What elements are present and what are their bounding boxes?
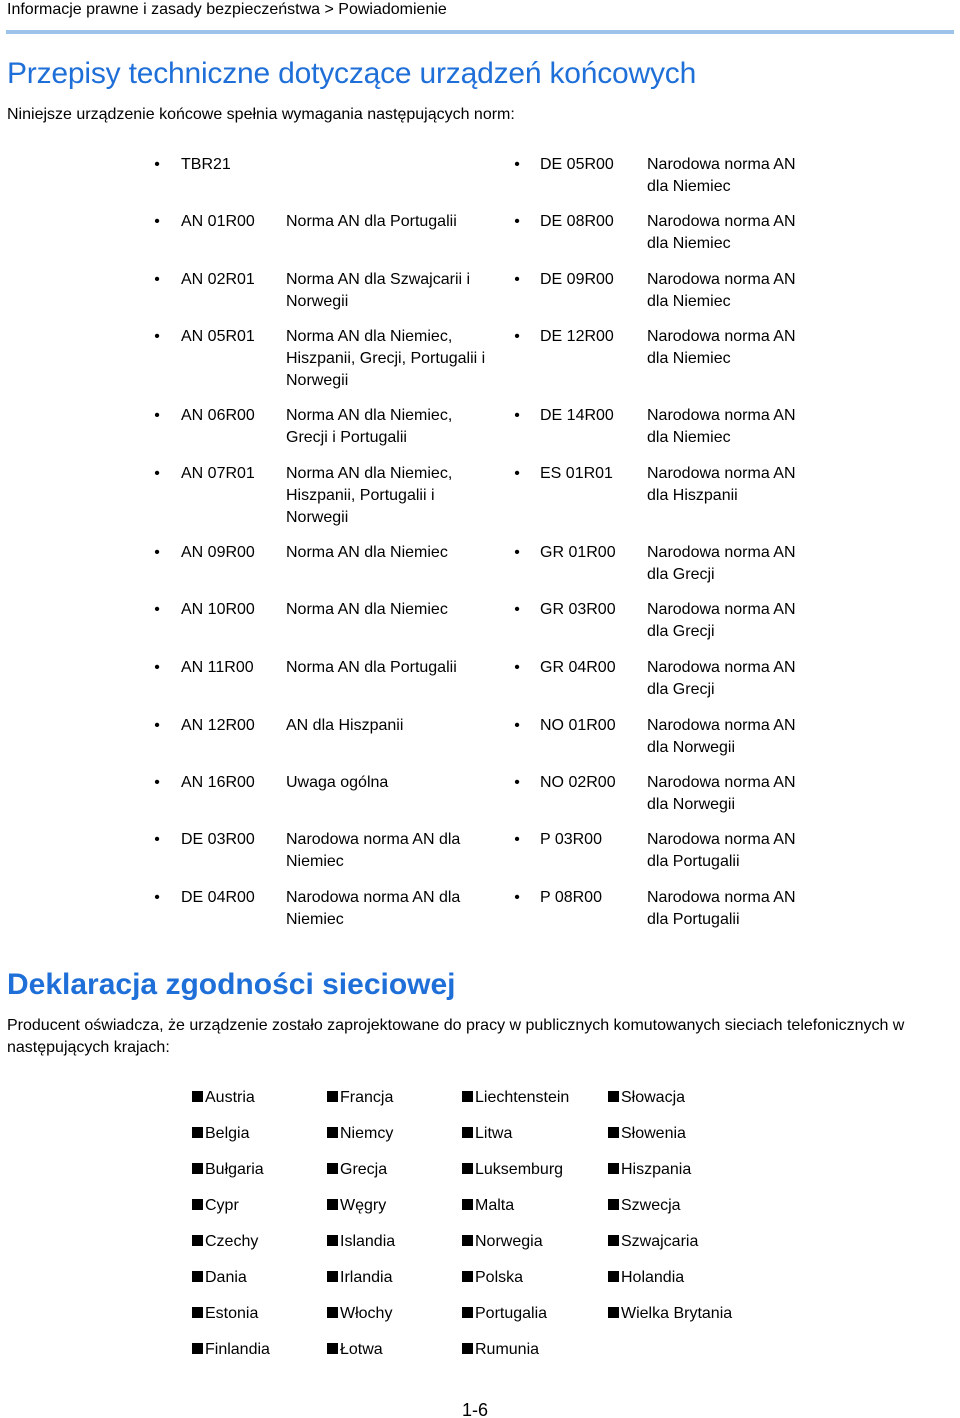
- square-bullet-icon: [462, 1307, 473, 1318]
- header-rule: [6, 30, 954, 34]
- country-item: [608, 1303, 732, 1325]
- standard-description: Norma AN dla Niemiec: [286, 544, 448, 561]
- standard-code: AN 07R01: [181, 465, 255, 482]
- section-title-regulations: Przepisy techniczne dotyczące urządzeń końcowych: [7, 57, 697, 90]
- bullet-icon: •: [154, 544, 160, 561]
- country-item: [192, 1303, 258, 1325]
- country-item: [608, 1159, 691, 1181]
- bullet-icon: •: [154, 717, 160, 734]
- square-bullet-icon: [327, 1307, 338, 1318]
- standard-description: Narodowa norma AN dla Niemiec: [647, 271, 796, 310]
- country-name: Wielka Brytania: [621, 1305, 733, 1322]
- country-item: [462, 1231, 543, 1253]
- square-bullet-icon: [462, 1091, 473, 1102]
- square-bullet-icon: [327, 1271, 338, 1282]
- standard-code: AN 02R01: [181, 271, 255, 288]
- bullet-icon: •: [514, 774, 520, 791]
- standard-description: Narodowa norma AN dla Grecji: [647, 544, 796, 583]
- country-item: [462, 1267, 523, 1289]
- square-bullet-icon: [327, 1091, 338, 1102]
- bullet-icon: •: [154, 659, 160, 676]
- standard-description: Norma AN dla Portugalii: [286, 213, 457, 230]
- standard-description: Narodowa norma AN dla Niemiec: [647, 213, 796, 252]
- country-item: [327, 1087, 393, 1109]
- country-item: [608, 1231, 698, 1253]
- standard-code: GR 04R00: [540, 659, 616, 676]
- standard-code: DE 04R00: [181, 889, 255, 906]
- country-name: Słowacja: [621, 1089, 686, 1106]
- standard-code: NO 01R00: [540, 717, 616, 734]
- bullet-icon: •: [514, 717, 520, 734]
- standard-code: AN 05R01: [181, 328, 255, 345]
- country-item: [192, 1267, 247, 1289]
- standard-code: AN 06R00: [181, 407, 255, 424]
- standard-description: Uwaga ogólna: [286, 774, 389, 791]
- standard-code: AN 10R00: [181, 601, 255, 618]
- bullet-icon: •: [514, 156, 520, 173]
- standard-code: NO 02R00: [540, 774, 616, 791]
- standard-code: AN 09R00: [181, 544, 255, 561]
- country-item: [192, 1231, 258, 1253]
- country-name: Norwegia: [475, 1233, 543, 1250]
- standard-description: Narodowa norma AN dla Norwegii: [647, 717, 796, 756]
- country-name: Belgia: [205, 1125, 250, 1142]
- bullet-icon: •: [154, 831, 160, 848]
- bullet-icon: •: [514, 659, 520, 676]
- country-name: Łotwa: [340, 1341, 383, 1358]
- country-name: Bułgaria: [205, 1161, 264, 1178]
- standard-description: Narodowa norma AN dla Grecji: [647, 659, 796, 698]
- country-item: [608, 1195, 681, 1217]
- square-bullet-icon: [462, 1235, 473, 1246]
- country-name: Litwa: [475, 1125, 513, 1142]
- square-bullet-icon: [327, 1163, 338, 1174]
- country-item: [327, 1339, 383, 1361]
- standard-code: DE 12R00: [540, 328, 614, 345]
- bullet-icon: •: [154, 271, 160, 288]
- country-item: [327, 1267, 392, 1289]
- standard-code: DE 14R00: [540, 407, 614, 424]
- country-name: Słowenia: [621, 1125, 686, 1142]
- standard-description: Norma AN dla Niemiec, Hiszpanii, Grecji, Portugalii i Norwegii: [286, 328, 486, 389]
- square-bullet-icon: [608, 1271, 619, 1282]
- square-bullet-icon: [327, 1199, 338, 1210]
- country-item: [327, 1303, 392, 1325]
- standard-code: AN 16R00: [181, 774, 255, 791]
- square-bullet-icon: [608, 1235, 619, 1246]
- country-item: [192, 1087, 255, 1109]
- country-name: Holandia: [621, 1269, 685, 1286]
- bullet-icon: •: [514, 465, 520, 482]
- standard-description: Narodowa norma AN dla Niemiec: [286, 831, 461, 870]
- standard-description: Narodowa norma AN dla Portugalii: [647, 889, 796, 928]
- country-name: Czechy: [205, 1233, 259, 1250]
- square-bullet-icon: [327, 1235, 338, 1246]
- country-item: [327, 1231, 395, 1253]
- standard-description: Norma AN dla Niemiec, Hiszpanii, Portugalii i Norwegii: [286, 465, 453, 526]
- bullet-icon: •: [514, 831, 520, 848]
- standard-description: AN dla Hiszpanii: [286, 717, 404, 734]
- country-name: Niemcy: [340, 1125, 394, 1142]
- standard-code: DE 08R00: [540, 213, 614, 230]
- square-bullet-icon: [462, 1163, 473, 1174]
- standard-description: Narodowa norma AN dla Niemiec: [647, 156, 796, 195]
- country-name: Austria: [205, 1089, 255, 1106]
- square-bullet-icon: [192, 1343, 203, 1354]
- square-bullet-icon: [192, 1127, 203, 1138]
- standard-code: AN 12R00: [181, 717, 255, 734]
- standard-code: GR 01R00: [540, 544, 616, 561]
- bullet-icon: •: [154, 213, 160, 230]
- country-item: [192, 1159, 264, 1181]
- square-bullet-icon: [608, 1163, 619, 1174]
- bullet-icon: •: [514, 328, 520, 345]
- bullet-icon: •: [154, 889, 160, 906]
- square-bullet-icon: [327, 1343, 338, 1354]
- country-item: [462, 1123, 512, 1145]
- country-name: Finlandia: [205, 1341, 270, 1358]
- square-bullet-icon: [462, 1343, 473, 1354]
- country-name: Luksemburg: [475, 1161, 564, 1178]
- standard-code: AN 01R00: [181, 213, 255, 230]
- country-item: [192, 1123, 249, 1145]
- country-item: [462, 1087, 569, 1109]
- country-item: [192, 1339, 270, 1361]
- square-bullet-icon: [192, 1235, 203, 1246]
- country-name: Szwecja: [621, 1197, 681, 1214]
- country-name: Polska: [475, 1269, 524, 1286]
- country-name: Portugalia: [475, 1305, 548, 1322]
- bullet-icon: •: [514, 544, 520, 561]
- country-name: Dania: [205, 1269, 247, 1286]
- standard-description: Norma AN dla Szwajcarii i Norwegii: [286, 271, 471, 310]
- country-name: Szwajcaria: [621, 1233, 699, 1250]
- country-name: Rumunia: [475, 1341, 540, 1358]
- square-bullet-icon: [608, 1091, 619, 1102]
- country-name: Cypr: [205, 1197, 239, 1214]
- page-number: 1-6: [462, 1400, 489, 1418]
- square-bullet-icon: [462, 1199, 473, 1210]
- square-bullet-icon: [192, 1307, 203, 1318]
- standard-description: Norma AN dla Niemiec, Grecji i Portugalii: [286, 407, 453, 446]
- square-bullet-icon: [192, 1091, 203, 1102]
- country-name: Estonia: [205, 1305, 259, 1322]
- square-bullet-icon: [608, 1199, 619, 1210]
- standard-description: Narodowa norma AN dla Niemiec: [647, 328, 796, 367]
- bullet-icon: •: [154, 465, 160, 482]
- standard-description: Narodowa norma AN dla Niemiec: [647, 407, 796, 446]
- standard-description: Narodowa norma AN dla Norwegii: [647, 774, 796, 813]
- standard-description: Norma AN dla Niemiec: [286, 601, 448, 618]
- country-name: Islandia: [340, 1233, 396, 1250]
- standard-code: TBR21: [181, 156, 231, 173]
- country-item: [192, 1195, 239, 1217]
- regulations-intro: Niniejsze urządzenie końcowe spełnia wymagania następujących norm:: [7, 106, 515, 123]
- country-item: [462, 1339, 539, 1361]
- square-bullet-icon: [192, 1199, 203, 1210]
- country-item: [608, 1123, 686, 1145]
- bullet-icon: •: [154, 156, 160, 173]
- country-item: [327, 1123, 393, 1145]
- country-name: Liechtenstein: [475, 1089, 570, 1106]
- standard-description: Narodowa norma AN dla Hiszpanii: [647, 465, 796, 504]
- country-item: [608, 1087, 685, 1109]
- square-bullet-icon: [192, 1163, 203, 1174]
- country-item: [327, 1159, 387, 1181]
- section-title-declaration: Deklaracja zgodności sieciowej: [7, 968, 456, 1001]
- bullet-icon: •: [514, 601, 520, 618]
- country-item: [462, 1195, 514, 1217]
- standard-code: P 08R00: [540, 889, 602, 906]
- standard-description: Narodowa norma AN dla Portugalii: [647, 831, 796, 870]
- square-bullet-icon: [462, 1127, 473, 1138]
- bullet-icon: •: [514, 213, 520, 230]
- country-name: Grecja: [340, 1161, 388, 1178]
- declaration-text: Producent oświadcza, że urządzenie zostało zaprojektowane do pracy w publicznych komutowanych sieciach telefonicznych w następujących krajach:: [7, 1017, 905, 1056]
- breadcrumb: Informacje prawne i zasady bezpieczeństwa > Powiadomienie: [7, 1, 447, 18]
- standard-code: ES 01R01: [540, 465, 613, 482]
- country-item: [327, 1195, 386, 1217]
- country-name: Węgry: [340, 1197, 387, 1214]
- standard-description: Norma AN dla Portugalii: [286, 659, 457, 676]
- standard-code: DE 09R00: [540, 271, 614, 288]
- standard-code: GR 03R00: [540, 601, 616, 618]
- country-item: [608, 1267, 684, 1289]
- country-name: Włochy: [340, 1305, 393, 1322]
- bullet-icon: •: [514, 407, 520, 424]
- country-name: Francja: [340, 1089, 394, 1106]
- bullet-icon: •: [154, 407, 160, 424]
- standard-code: DE 03R00: [181, 831, 255, 848]
- square-bullet-icon: [608, 1127, 619, 1138]
- standard-description: Narodowa norma AN dla Grecji: [647, 601, 796, 640]
- square-bullet-icon: [608, 1307, 619, 1318]
- country-name: Hiszpania: [621, 1161, 692, 1178]
- standard-code: P 03R00: [540, 831, 602, 848]
- country-item: [462, 1159, 563, 1181]
- square-bullet-icon: [327, 1127, 338, 1138]
- standard-description: Narodowa norma AN dla Niemiec: [286, 889, 461, 928]
- standard-code: AN 11R00: [181, 659, 254, 676]
- country-item: [462, 1303, 547, 1325]
- square-bullet-icon: [192, 1271, 203, 1282]
- country-name: Irlandia: [340, 1269, 393, 1286]
- bullet-icon: •: [154, 774, 160, 791]
- bullet-icon: •: [154, 328, 160, 345]
- country-name: Malta: [475, 1197, 515, 1214]
- standard-code: DE 05R00: [540, 156, 614, 173]
- bullet-icon: •: [154, 601, 160, 618]
- bullet-icon: •: [514, 889, 520, 906]
- square-bullet-icon: [462, 1271, 473, 1282]
- bullet-icon: •: [514, 271, 520, 288]
